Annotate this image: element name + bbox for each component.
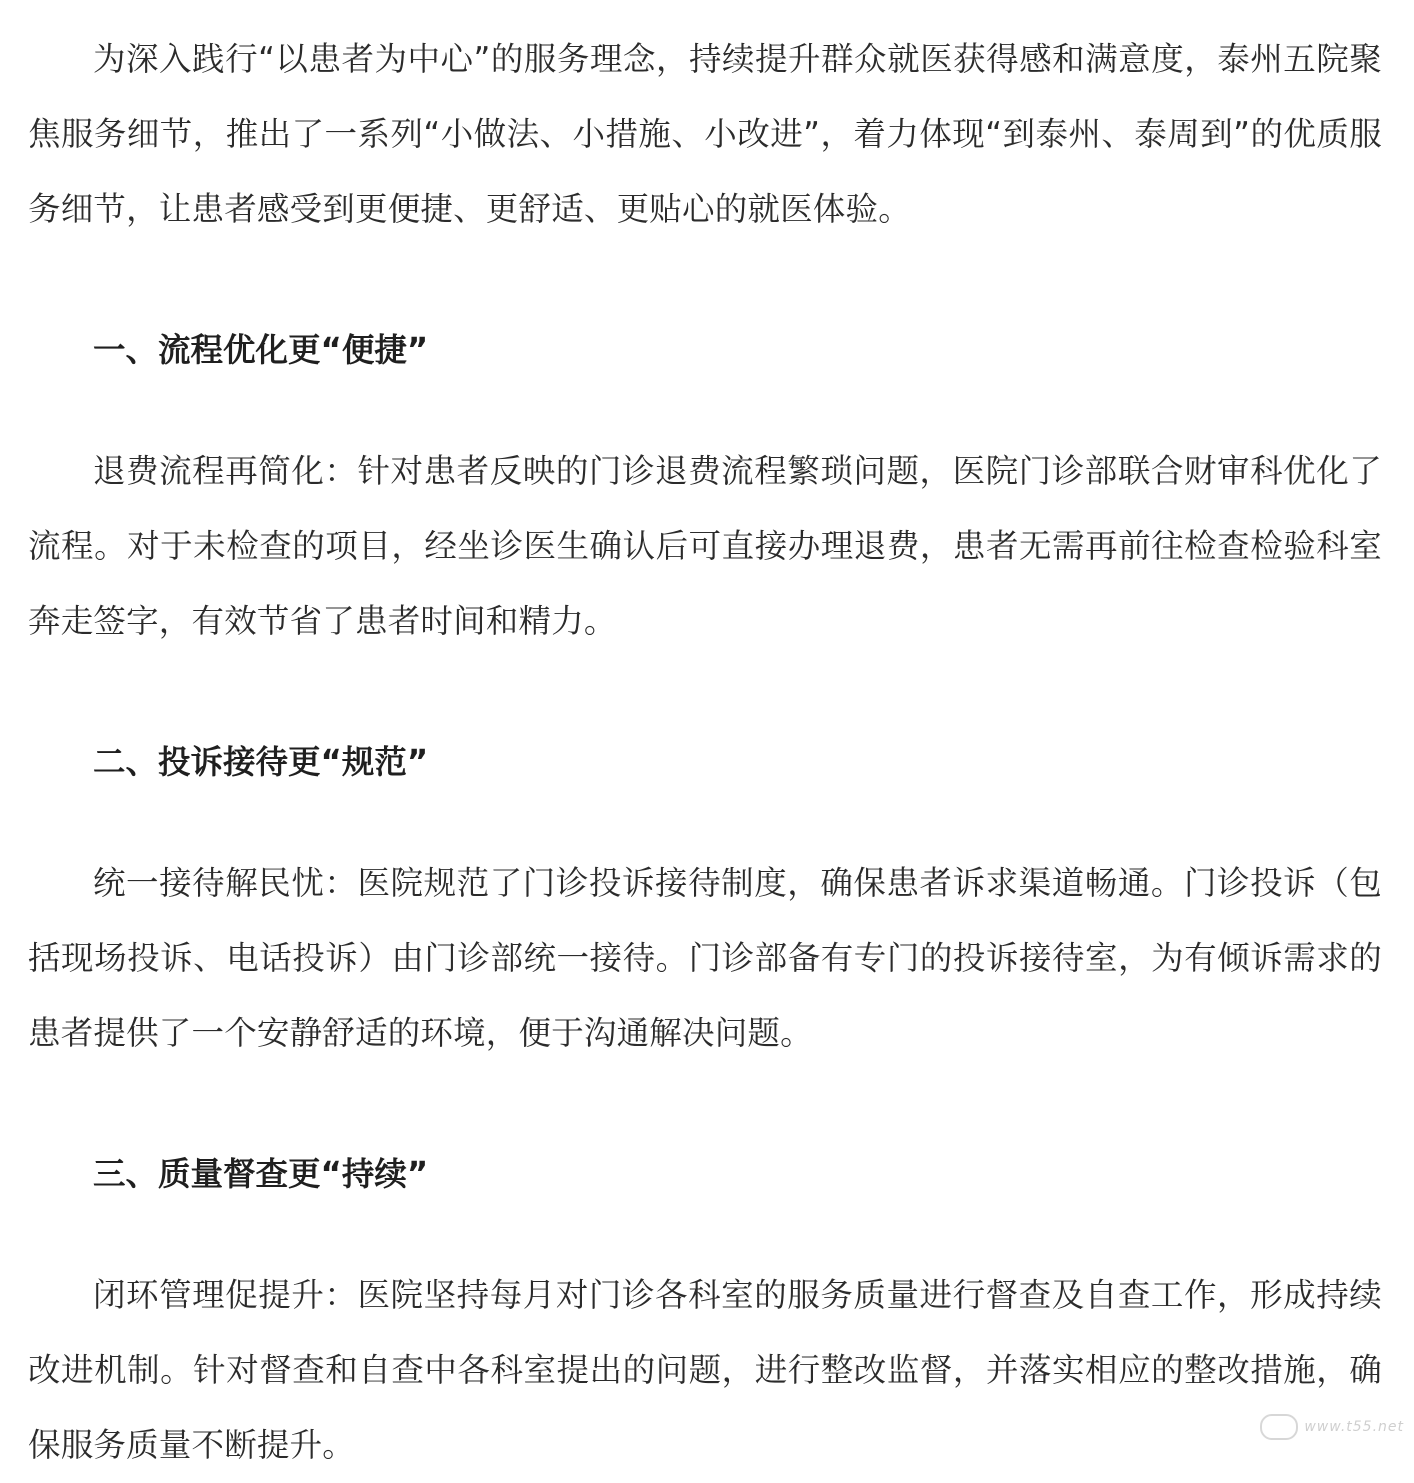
section-body-quality: 闭环管理促提升：医院坚持每月对门诊各科室的服务质量进行督查及自查工作，形成持续改进机制。针对督查和自查中各科室提出的问题，进行整改监督，并落实相应的整改措施，确保服务质量不断提升。 [28, 1276, 1382, 1464]
intro-paragraph: 为深入践行“以患者为中心”的服务理念，持续提升群众就医获得感和满意度，泰州五院聚焦服务细节，推出了一系列“小做法、小措施、小改进”，着力体现“到泰州、泰周到”的优质服务细节，让患者感受到更便捷、更舒适、更贴心的就医体验。 [28, 40, 1382, 228]
section-heading-quality: 三、质量督查更“持续” [93, 1155, 429, 1193]
watermark-text: www.t55.net [1304, 1419, 1404, 1435]
section-body-complaints: 统一接待解民忧：医院规范了门诊投诉接待制度，确保患者诉求渠道畅通。门诊投诉（包括现场投诉、电话投诉）由门诊部统一接待。门诊部备有专门的投诉接待室，为有倾诉需求的患者提供了一个安静舒适的环境，便于沟通解决问题。 [28, 864, 1382, 1052]
section-heading-process: 一、流程优化更“便捷” [93, 331, 429, 369]
section-heading-complaints: 二、投诉接待更“规范” [93, 743, 429, 781]
watermark-logo-icon [1260, 1414, 1298, 1440]
article-body [28, 22, 1382, 1483]
site-watermark [1260, 1414, 1404, 1440]
section-body-process: 退费流程再简化：针对患者反映的门诊退费流程繁琐问题，医院门诊部联合财审科优化了流程。对于未检查的项目，经坐诊医生确认后可直接办理退费，患者无需再前往检查检验科室奔走签字，有效节省了患者时间和精力。 [28, 452, 1382, 640]
